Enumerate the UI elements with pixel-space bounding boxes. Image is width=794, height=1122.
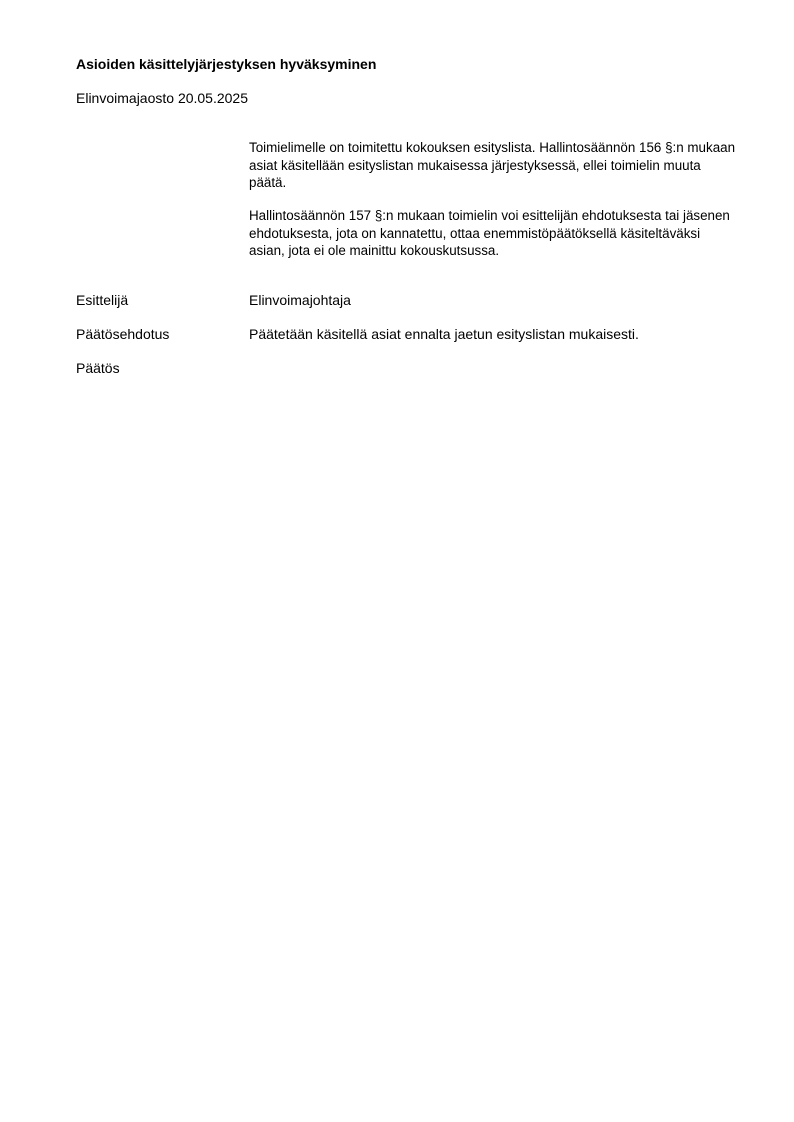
presenter-value: Elinvoimajohtaja	[249, 292, 351, 308]
description-paragraph: Toimielimelle on toimitettu kokouksen esityslista. Hallintosäännön 156 §:n mukaan asiat käsitellään esityslistan mukaisessa järjestyksessä, ellei toimielin muuta päätä.	[249, 140, 736, 190]
proposal-label: Päätösehdotus	[76, 326, 170, 342]
proposal-value: Päätetään käsitellä asiat ennalta jaetun esityslistan mukaisesti.	[249, 326, 639, 342]
presenter-label: Esittelijä	[76, 292, 129, 308]
decision-label: Päätös	[76, 360, 120, 376]
meeting-info: Elinvoimajaosto 20.05.2025	[76, 90, 249, 106]
description-paragraph: Hallintosäännön 157 §:n mukaan toimielin voi esittelijän ehdotuksesta tai jäsenen ehdotuksesta, jota on kannatettu, ottaa enemmistöpäätöksellä käsiteltäväksi asian, jota ei ole mainittu kokouskutsussa.	[249, 208, 730, 258]
document-title: Asioiden käsittelyjärjestyksen hyväksyminen	[76, 56, 377, 72]
